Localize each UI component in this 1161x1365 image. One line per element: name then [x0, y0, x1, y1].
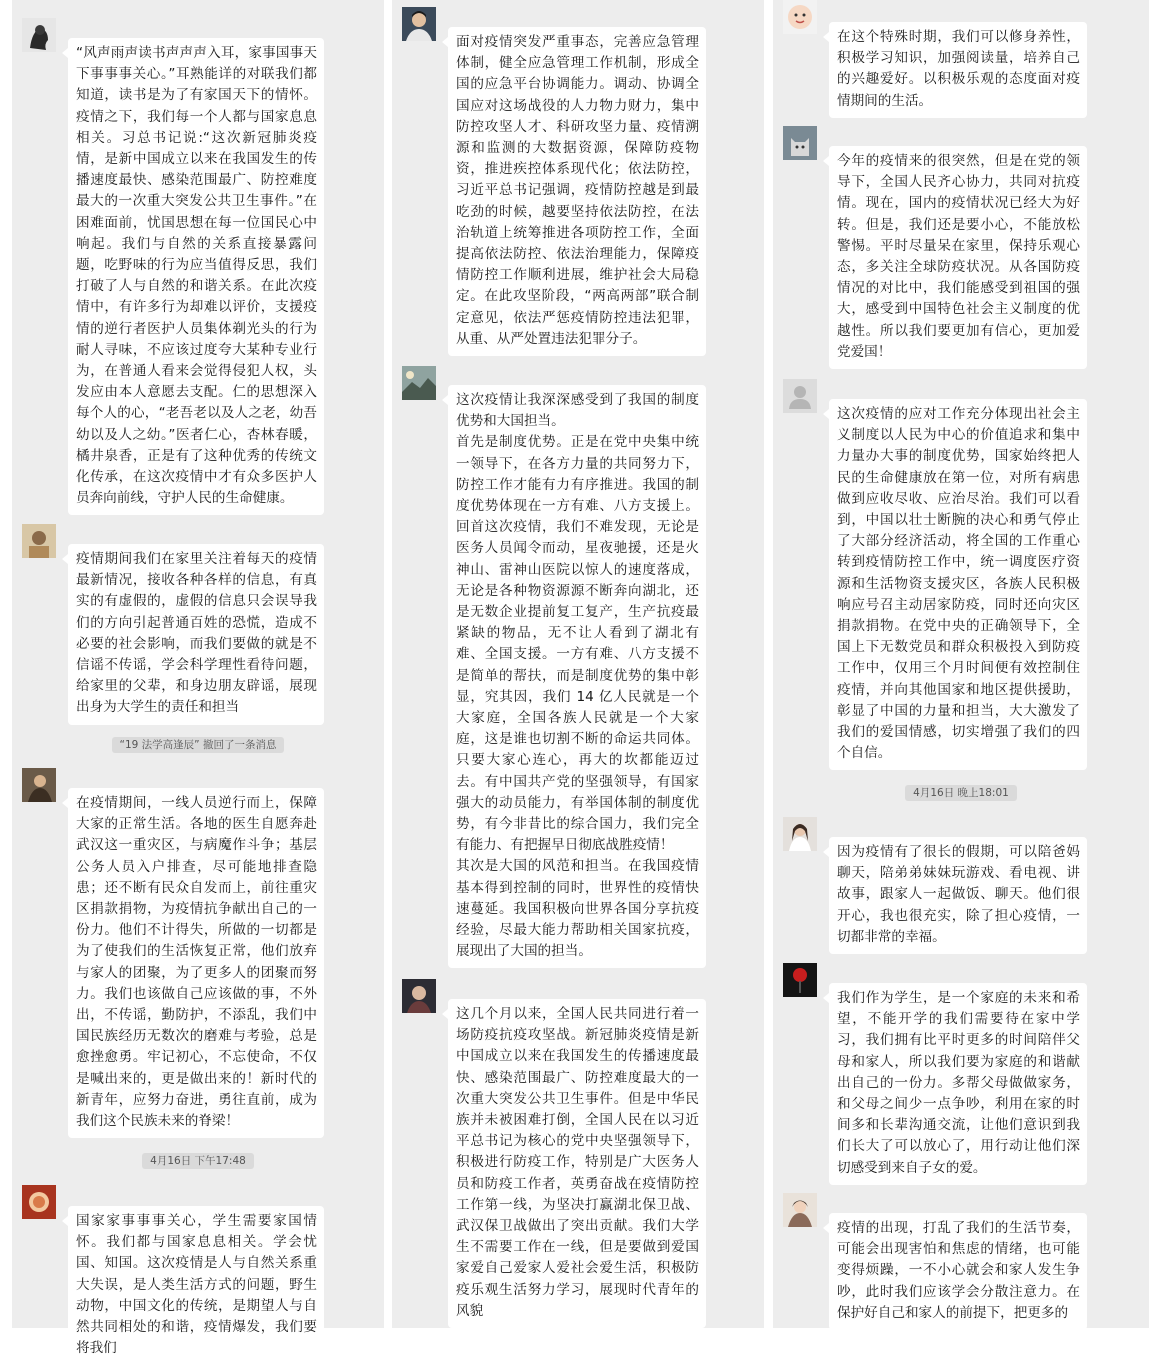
avatar-illustration-icon	[783, 1193, 817, 1227]
avatar-baby-icon	[783, 0, 817, 34]
avatar-sun-icon	[22, 1185, 56, 1219]
message-bubble[interactable]: 这几个月以来，全国人民共同进行着一场防疫抗疫攻坚战。新冠肺炎疫情是新中国成立以来在我国发生的传播速度最快、感染范围最广、防控难度最大的一次重大突发公共卫生事件。但是中华民族并未被困难打倒，全国人民在以习近平总书记为核心的党中央坚强领导下，积极进行防疫工作，特别是广大医务人员和防疫工作者，英勇奋战在疫情防控工作第一线，为坚决打赢湖北保卫战、武汉保卫战做出了突出贡献。我们大学生不需要工作在一线，但是要做到爱国家爱自己爱家人爱社会爱生活，积极防疫乐观生活努力学习，展现时代青年的风貌	[448, 999, 706, 1328]
avatar[interactable]	[22, 524, 56, 558]
recall-notice	[12, 737, 384, 753]
chat-column-3[interactable]	[773, 0, 1149, 1328]
message-bubble[interactable]: 在疫情期间，一线人员逆行而上，保障大家的正常生活。各地的医生自愿奔赴武汉这一重灾区，与病魔作斗争；基层公务人员入户排查，尽可能地排查隐患；还不断有民众自发而上，前往重灾区捐款捐物，为疫情抗争献出自己的一份力。他们不计得失，所做的一切都是为了使我们的生活恢复正常，他们放弃与家人的团聚，为了更多人的团聚而努力。我们也该做自己应该做的事，不外出，不传谣，勤防护，不添乱，我们中国民族经历无数次的磨难与考验，总是愈挫愈勇。牢记初心，不忘使命，不仅是喊出来的，更是做出来的！新时代的新青年，应努力奋进，勇往直前，成为我们这个民族未来的脊梁！	[68, 788, 324, 1138]
message-bubble[interactable]: 这次疫情让我深深感受到了我国的制度优势和大国担当。 首先是制度优势。正是在党中央集中统一领导下，在各方力量的共同努力下，防控工作才能有力有序推进。我国的制度优势体现在一方有难、八方支援上。回首这次疫情，我们不难发现，无论是医务人员闻令而动，星夜驰援，还是火神山、雷神山医院以惊人的速度落成，无论是各种物资源源不断奔向湖北，还是无数企业提前复工复产，生产抗疫最紧缺的物品，无不让人看到了湖北有难、全国支援。一方有难、八方支援不是简单的帮扶，而是制度优势的集中彰显，究其因，我们 14 亿人民就是一个大家庭，全国各族人民就是一个大家庭，这是谁也切割不断的命运共同体。只要大家心连心，再大的坎都能迈过去。有中国共产党的坚强领导，有国家强大的动员能力，有举国体制的制度优势，有今非昔比的综合国力，我们完全有能力、有把握早日彻底战胜疫情！ 其次是大国的风范和担当。在我国疫情基本得到控制的同时，世界性的疫情快速蔓延。我国积极向世界各国分享抗疫经验，尽最大能力帮助相关国家抗疫，展现出了大国的担当。	[448, 385, 706, 968]
timestamp-text: 4月16日 下午17:48	[142, 1153, 254, 1169]
avatar[interactable]	[783, 126, 817, 160]
avatar[interactable]	[783, 1193, 817, 1227]
avatar[interactable]	[22, 1185, 56, 1219]
avatar-cat-icon	[783, 126, 817, 160]
message-bubble[interactable]: “风声雨声读书声声声入耳，家事国事天下事事事关心。”耳熟能详的对联我们都知道，读书是为了有家国天下的情怀。疫情之下，我们每一个人都与国家息息相关。习总书记说:“这次新冠肺炎疫情，是新中国成立以来在我国发生的传播速度最快、感染范围最广、防控难度最大的一次重大突发公共卫生事件。”在困难面前，忧国思想在每一位国民心中响起。我们与自然的关系直接暴露问题，吃野味的行为应当值得反思，我们打破了人与自然的和谐关系。在此次疫情中，有许多行为却难以评价，支援疫情的逆行者医护人员集体剃光头的行为耐人寻味，不应该过度夸大某种专业行为，在普通人看来会觉得侵犯人权，头发应由本人意愿去支配。仁的思想深入每个人的心，“老吾老以及人之老，幼吾幼以及人之幼。”医者仁心，杏林春暖，橘井泉香，正是有了这种优秀的传统文化传承，在这次疫情中才有众多医护人员奔向前线，守护人民的生命健康。	[68, 38, 324, 515]
avatar-photo-icon	[783, 817, 817, 851]
avatar[interactable]	[783, 0, 817, 34]
message-bubble[interactable]: 今年的疫情来的很突然，但是在党的领导下，全国人民齐心协力，共同对抗疫情。现在，国内的疫情状况已经大为好转。但是，我们还是要小心，不能放松警惕。平时尽量呆在家里，保持乐观心态，多关注全球防疫状况。从各国防疫情况的对比中，我们能感受到祖国的强大，感受到中国特色社会主义制度的优越性。所以我们要更加有信心，更加爱党爱国！	[829, 146, 1087, 369]
message-bubble[interactable]: 我们作为学生，是一个家庭的未来和希望，不能开学的我们需要待在家中学习，我们拥有比平时更多的时间陪伴父母和家人，所以我们要为家庭的和谐献出自己的一份力。多帮父母做做家务，和父母之间少一点争吵，利用在家的时间多和长辈沟通交流，让他们意识到我们长大了可以放心了，用行动让他们深切感受到来自子女的爱。	[829, 983, 1087, 1185]
chat-column-2[interactable]	[392, 0, 764, 1328]
message-bubble[interactable]: 疫情期间我们在家里关注着每天的疫情最新情况，接收各种各样的信息，有真实的有虚假的，虚假的信息只会误导我们的方向引起普通百姓的恐慌，造成不必要的社会影响，而我们要做的就是不信谣不传谣，学会科学理性看待问题，给家里的父辈，和身边朋友辟谣，展现出身为大学生的责任和担当	[68, 544, 324, 725]
avatar[interactable]	[22, 768, 56, 802]
message-bubble[interactable]: 疫情的出现，打乱了我们的生活节奏，可能会出现害怕和焦虑的情绪，也可能变得烦躁，一不小心就会和家人发生争吵，此时我们应该学会分散注意力。在保护好自己和家人的前提下，把更多的	[829, 1213, 1087, 1330]
message-bubble[interactable]: 因为疫情有了很长的假期，可以陪爸妈聊天，陪弟弟妹妹玩游戏、看电视、讲故事，跟家人一起做饭、聊天。他们很开心，我也很充实，除了担心疫情，一切都非常的幸福。	[829, 837, 1087, 954]
default-avatar-icon	[783, 379, 817, 413]
chat-column-1[interactable]	[12, 0, 384, 1357]
message-bubble[interactable]: 在这个特殊时期，我们可以修身养性，积极学习知识，加强阅读量，培养自己的兴趣爱好。以积极乐观的态度面对疫情期间的生活。	[829, 22, 1087, 118]
timestamp	[12, 1153, 384, 1169]
avatar[interactable]	[402, 7, 436, 41]
avatar[interactable]	[783, 817, 817, 851]
avatar-landscape-icon	[402, 366, 436, 400]
message-bubble[interactable]: 面对疫情突发严重事态，完善应急管理体制，健全应急管理工作机制，形成全国的应急平台协调能力。调动、协调全国应对这场战役的人力物力财力，集中防控攻坚人才、科研攻坚力量、疫情溯源和监测的大数据资源，保障防疫物资，推进疾控体系现代化；依法防控，习近平总书记强调，疫情防控越是到最吃劲的时候，越要坚持依法防控，在法治轨道上统筹推进各项防控工作，全面提高依法防控、依法治理能力，保障疫情防控工作顺利进展，维护社会大局稳定。在此攻坚阶段，“两高两部”联合制定意见，依法严惩疫情防控违法犯罪，从重、从严处置违法犯罪分子。	[448, 27, 706, 356]
avatar[interactable]	[783, 379, 817, 413]
avatar[interactable]	[783, 963, 817, 997]
avatar[interactable]	[402, 979, 436, 1013]
avatar-ink-portrait-icon	[22, 18, 56, 52]
timestamp	[773, 785, 1149, 801]
avatar[interactable]	[22, 18, 56, 52]
avatar-photo-icon	[22, 524, 56, 558]
avatar-red-flower-icon	[783, 963, 817, 997]
recall-notice-text: “19 法学高逢辰” 撤回了一条消息	[112, 737, 285, 753]
avatar[interactable]	[402, 366, 436, 400]
avatar-photo-icon	[22, 768, 56, 802]
message-bubble[interactable]: 国家家事事事关心，学生需要家国情怀。我们都与国家息息相关。学会忧国、知国。这次疫情是人与自然关系重大失误，是人类生活方式的问题，野生动物，中国文化的传统，是期望人与自然共同相处的和谐，疫情爆发，我们要将我们	[68, 1206, 324, 1365]
avatar-portrait-icon	[402, 7, 436, 41]
timestamp-text: 4月16日 晚上18:01	[905, 785, 1017, 801]
avatar-photo-icon	[402, 979, 436, 1013]
message-bubble[interactable]: 这次疫情的应对工作充分体现出社会主义制度以人民为中心的价值追求和集中力量办大事的制度优势，国家始终把人民的生命健康放在第一位，对所有病患做到应收尽收、应治尽治。我们可以看到，中国以壮士断腕的决心和勇气停止了大部分经济活动，将全国的工作重心转到疫情防控工作中，统一调度医疗资源和生活物资支援灾区，各族人民积极响应号召主动居家防疫，同时还向灾区捐款捐物。在党中央的正确领导下，全国上下无数党员和群众积极投入到防疫工作中，仅用三个月时间便有效控制住疫情，并向其他国家和地区提供援助，彰显了中国的力量和担当，大大激发了我们的爱国情感，切实增强了我们的四个自信。	[829, 399, 1087, 770]
